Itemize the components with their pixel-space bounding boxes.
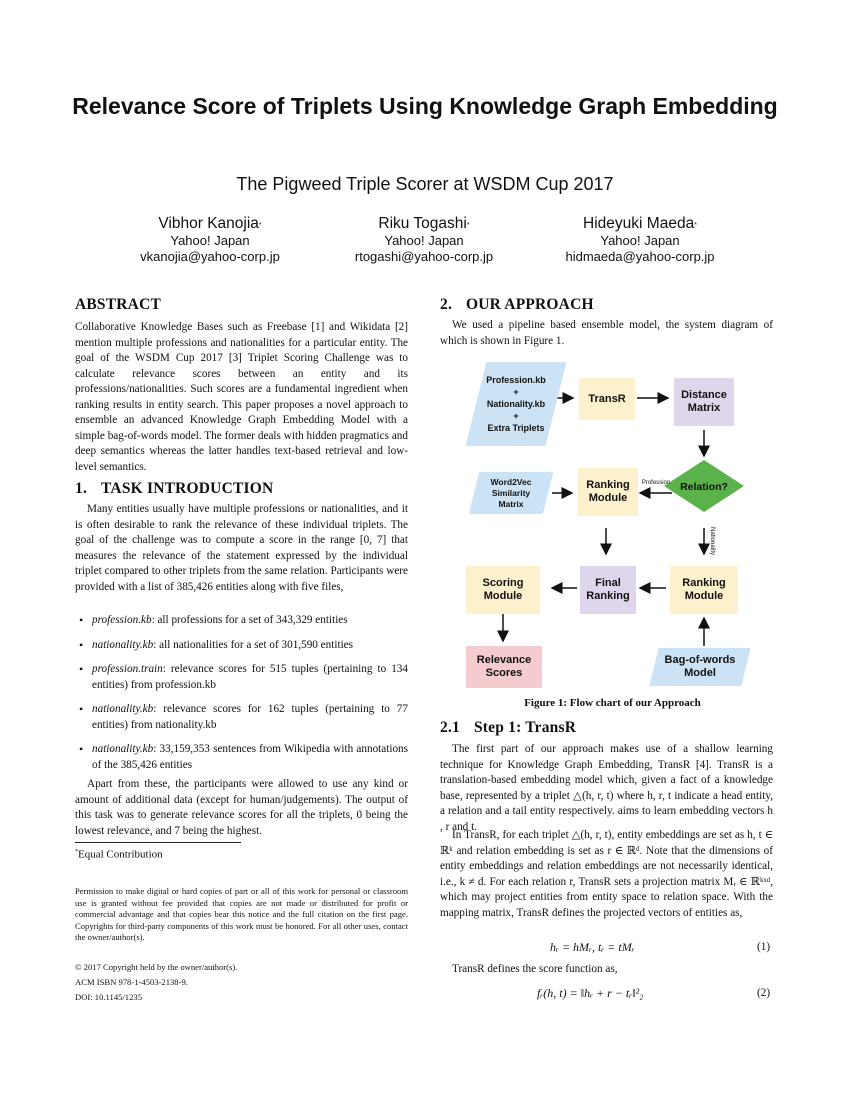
word2vec-node xyxy=(468,472,554,514)
author-name: Hideyuki Maeda xyxy=(583,215,695,232)
section-number: 2. xyxy=(440,296,453,313)
node-line: Ranking xyxy=(586,590,630,602)
equation: fᵣ(h, t) = ‖hᵣ + r − tᵣ‖²₂ xyxy=(537,986,644,1000)
file-description: : all professions for a set of 343,329 entities xyxy=(151,614,348,626)
equation-number: (2) xyxy=(757,987,771,999)
permission-notice: Permission to make digital or hard copies of part or all of this work for personal or classroom use is granted without fee provided that copies are not made or distributed for profit or commercial advantage and that copies bear this notice and the full citation on the first page. Copyrights for third-party components of this work must be honored. For all other uses, contact the owner/author(s). xyxy=(75,886,408,942)
equation: hᵣ = hMᵣ, tᵣ = tMᵣ xyxy=(550,940,635,954)
equal-contribution-mark: * xyxy=(694,222,697,229)
author-block xyxy=(90,214,330,264)
ranking-module-node xyxy=(578,468,638,516)
author-affiliation: Yahoo! Japan xyxy=(600,233,680,248)
node-line: Matrix xyxy=(498,498,524,509)
ranking-module-node xyxy=(670,566,738,614)
file-description: : relevance scores for 162 tuples (pertaining to 77 entities) from nationality.kb xyxy=(92,703,408,731)
file-description: : relevance scores for 515 tuples (pertaining to 134 entities) from profession.kb xyxy=(92,663,408,691)
list-item xyxy=(92,613,408,629)
author-affiliation: Yahoo! Japan xyxy=(170,233,250,248)
node-line: Relevance xyxy=(476,654,532,666)
relevance-scores-node xyxy=(466,646,542,688)
file-name: nationality.kb xyxy=(92,703,154,715)
author-email: hidmaeda@yahoo-corp.jp xyxy=(565,248,715,264)
file-list xyxy=(92,613,408,782)
section-number: 2.1 xyxy=(440,719,460,736)
copyright-line: © 2017 Copyright held by the owner/author(s). xyxy=(75,962,238,972)
body-paragraph: The first part of our approach makes use of a shallow learning technique for Knowledge Graph Embedding, TransR [4]. TransR is a translation-based embedding model which, given a fact of a knowledge base, represented by a triplet △(h, r, t) where h, r, t indicate a head entity, a relation and a tail entity respectively. aims to learn embedding vectors h , r and t. xyxy=(440,743,773,833)
list-item xyxy=(92,662,408,693)
node-line: Module xyxy=(483,590,523,602)
footnote-mark: * xyxy=(75,849,78,855)
node-line: Scores xyxy=(485,667,523,679)
node-line: Bag-of-words xyxy=(664,654,736,666)
node-line: Word2Vec xyxy=(490,476,532,487)
author-email: vkanojia@yahoo-corp.jp xyxy=(140,248,280,264)
author-block xyxy=(304,214,544,264)
equation-number: (1) xyxy=(757,941,771,953)
node-line: Scoring xyxy=(482,577,524,589)
file-name: profession.train xyxy=(92,663,163,675)
file-description: : all nationalities for a set of 301,590 entities xyxy=(153,638,353,651)
paper-title: Relevance Score of Triplets Using Knowledge Graph Embedding xyxy=(72,93,778,119)
body-paragraph: We used a pipeline based ensemble model, the system diagram of which is shown in Figure 1. xyxy=(440,319,773,347)
figure-caption: Figure 1: Flow chart of our Approach xyxy=(524,697,701,709)
input-file: Profession.kb xyxy=(486,375,546,385)
intro-paragraph: Many entities usually have multiple professions or nationalities, and it is often desirable to rank the relevance of these individual triplets. The goal of the challenge was to compute a score in the range [0, 7] that measures the relevance of the statement expressed by the individual triplet compared to other triplets from the same relation. Participants were provided with a list of 385,426 entities along with five files, xyxy=(75,503,408,593)
node-line: Module xyxy=(588,492,628,504)
plus-sign: + xyxy=(513,387,519,397)
author-name: Riku Togashi xyxy=(378,215,467,232)
section-title: TASK INTRODUCTION xyxy=(101,480,274,497)
final-ranking-node xyxy=(580,566,636,614)
author-name: Vibhor Kanojia xyxy=(158,215,259,232)
abstract-heading: ABSTRACT xyxy=(75,296,162,313)
section-heading xyxy=(440,296,594,314)
author-email: rtogashi@yahoo-corp.jp xyxy=(354,248,494,264)
list-item xyxy=(92,638,408,654)
file-name: profession.kb xyxy=(92,614,152,626)
nationality-edge-label: Nationality xyxy=(709,526,716,555)
distance-matrix-node xyxy=(674,378,734,426)
list-item xyxy=(92,742,408,773)
section-title: OUR APPROACH xyxy=(466,296,594,313)
author-block xyxy=(520,214,760,264)
equal-contribution-mark: * xyxy=(258,222,262,229)
node-line: Distance xyxy=(681,389,727,401)
footnote-rule xyxy=(75,842,241,843)
abstract-text: Collaborative Knowledge Bases such as Freebase [1] and Wikidata [2] mention multiple professions and nationalities for a particular entity. The goal of the WSDM Cup 2017 [3] Triplet Scoring Challenge was to calculate relevance scores between an entity and its professions/nationalities. Such scores are a fundamental ingredient when ranking results in entity search. This paper proposes a novel approach to ensemble an advanced Knowledge Graph Embedding Model with a simple bag-of-words model. The former deals with hidden pragmatics and deep semantics whereas the latter handles text-based retrieval and low-level semantics. xyxy=(75,321,408,473)
node-line: Similarity xyxy=(491,487,531,498)
input-file: Extra Triplets xyxy=(487,423,545,433)
node-line: Model xyxy=(684,667,716,679)
body-paragraph: TransR defines the score function as, xyxy=(452,963,618,975)
section-title: Step 1: TransR xyxy=(473,719,577,736)
file-description: : 33,159,353 sentences from Wikipedia with annotations of the 385,426 entities xyxy=(92,743,408,771)
profession-edge-label: Profession xyxy=(641,479,671,486)
list-item xyxy=(92,702,408,733)
file-name: nationality.kb xyxy=(92,638,154,651)
bag-of-words-node xyxy=(648,648,752,686)
input-file: Nationality.kb xyxy=(486,399,546,409)
file-name: nationality.kb xyxy=(92,743,154,755)
scoring-module-node xyxy=(466,566,540,614)
transr-node: TransR xyxy=(579,378,635,420)
isbn-line: ACM ISBN 978-1-4503-2138-9. xyxy=(75,977,188,987)
relation-decision-label: Relation? xyxy=(680,480,728,493)
body-paragraph: In TransR, for each triplet △(h, r, t), entity embeddings are set as h, t ∈ ℝᵏ and relation embedding is set as r ∈ ℝᵈ. Note that the dimensions of entity embeddings and relation embeddings are not necessarily identical, i.e., k ≠ d. For each relation r, TransR sets a projection matrix Mᵣ ∈ ℝᵏˣᵈ, which may project entities from entity space to relation space. With the mapping matrix, TransR defines the projected vectors of entities as, xyxy=(440,829,773,919)
equal-contribution-mark: * xyxy=(466,222,470,229)
node-line: Ranking xyxy=(586,479,630,491)
section-number: 1. xyxy=(75,480,88,497)
flow-chart xyxy=(440,356,785,696)
input-files-label xyxy=(468,366,564,442)
plus-sign: + xyxy=(513,411,519,421)
node-line: Ranking xyxy=(682,577,726,589)
footnote-text: Equal Contribution xyxy=(78,848,163,861)
paper-subtitle: The Pigweed Triple Scorer at WSDM Cup 2017 xyxy=(236,174,614,194)
section-heading xyxy=(75,480,273,498)
body-paragraph: Apart from these, the participants were allowed to use any kind or amount of additional data (except for human/judgements). The output of this task was to generate relevance scores for all the triplets, 0 being the lowest relevance, and 7 being the highest. xyxy=(75,778,408,837)
node-line: Matrix xyxy=(687,402,721,414)
subsection-heading xyxy=(440,719,576,737)
node-line: Final xyxy=(595,577,621,589)
node-line: Module xyxy=(684,590,724,602)
author-affiliation: Yahoo! Japan xyxy=(384,233,464,248)
footnote xyxy=(75,845,163,862)
doi-line: DOI: 10.1145/1235 xyxy=(75,992,142,1002)
